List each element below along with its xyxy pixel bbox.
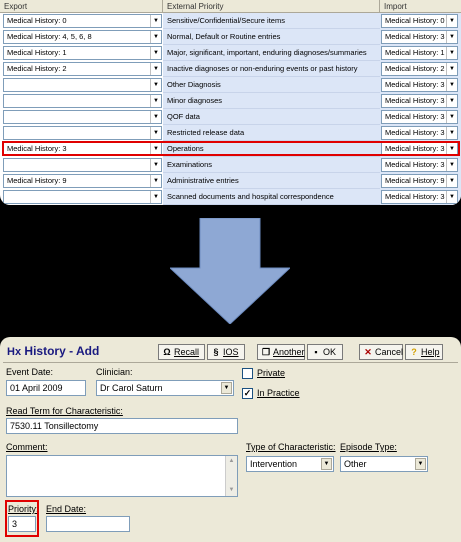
priority-label: Priority: <box>8 504 39 514</box>
external-priority-label: Operations <box>163 141 380 157</box>
export-priority-select[interactable] <box>3 190 162 204</box>
table-row <box>0 13 461 29</box>
chevron-down-icon[interactable]: ▼ <box>446 175 457 187</box>
comment-textarea[interactable] <box>6 455 238 497</box>
recall-icon: Ω <box>163 347 171 357</box>
chevron-down-icon[interactable]: ▼ <box>446 159 457 171</box>
export-priority-select[interactable]: Medical History: 0 ▼ <box>3 14 162 28</box>
read-term-label: Read Term for Characteristic: <box>6 406 123 416</box>
chevron-down-icon[interactable]: ▼ <box>150 47 161 59</box>
chevron-down-icon[interactable]: ▼ <box>150 63 161 75</box>
scroll-down-icon[interactable]: ▼ <box>228 487 235 493</box>
chevron-down-icon[interactable]: ▼ <box>150 95 161 107</box>
table-row <box>0 173 461 189</box>
history-icon: Hx <box>7 346 22 358</box>
chevron-down-icon[interactable]: ▼ <box>150 159 161 171</box>
event-date-field[interactable]: 01 April 2009 <box>6 380 86 396</box>
cancel-icon: ✕ <box>364 347 372 357</box>
import-column-header: Import <box>380 0 461 13</box>
help-icon: ? <box>411 347 417 357</box>
external-priority-label: Minor diagnoses <box>163 93 380 109</box>
event-date-label: Event Date: <box>6 367 54 377</box>
chevron-down-icon[interactable]: ▼ <box>446 127 457 139</box>
export-priority-select[interactable] <box>3 158 162 172</box>
scroll-up-icon[interactable]: ▲ <box>228 458 235 464</box>
chevron-down-icon[interactable]: ▼ <box>446 79 457 91</box>
table-row <box>0 93 461 109</box>
ios-icon: § <box>213 347 219 357</box>
chevron-down-icon[interactable]: ▼ <box>150 175 161 187</box>
table-row <box>0 125 461 141</box>
type-of-characteristic-dropdown[interactable]: Intervention ▼ <box>246 456 334 472</box>
import-priority-select[interactable]: Medical History: 0 ▼ <box>381 14 458 28</box>
chevron-down-icon[interactable]: ▼ <box>446 31 457 43</box>
cancel-button[interactable]: ✕ Cancel <box>359 344 403 360</box>
private-checkbox[interactable] <box>242 368 253 379</box>
import-priority-select[interactable]: Medical History: 3 ▼ <box>381 94 458 108</box>
external-priority-label: Other Diagnosis <box>163 77 380 93</box>
recall-button[interactable]: Ω Recall <box>158 344 205 360</box>
table-row <box>0 45 461 61</box>
export-priority-select[interactable]: Medical History: 4, 5, 6, 8 ▼ <box>3 30 162 44</box>
import-priority-select[interactable]: Medical History: 3 ▼ <box>381 190 458 204</box>
export-priority-select[interactable] <box>3 126 162 140</box>
in-practice-checkbox[interactable]: ✓ <box>243 388 252 398</box>
table-row <box>0 189 461 205</box>
comment-scrollbar[interactable] <box>225 456 237 496</box>
chevron-down-icon[interactable]: ▼ <box>321 458 332 470</box>
chevron-down-icon[interactable]: ▼ <box>446 143 457 155</box>
chevron-down-icon[interactable]: ▼ <box>150 111 161 123</box>
import-priority-select[interactable]: Medical History: 9 ▼ <box>381 174 458 188</box>
chevron-down-icon[interactable]: ▼ <box>446 15 457 27</box>
table-row <box>0 77 461 93</box>
end-date-label: End Date: <box>46 504 87 514</box>
end-date-field[interactable] <box>46 516 130 532</box>
table-row <box>0 157 461 173</box>
chevron-down-icon[interactable]: ▼ <box>150 79 161 91</box>
private-label: Private <box>257 368 286 378</box>
chevron-down-icon[interactable]: ▼ <box>150 143 161 155</box>
operations-row-highlight <box>2 141 460 156</box>
export-column-header: Export <box>0 0 163 13</box>
import-priority-select[interactable]: Medical History: 3 ▼ <box>381 30 458 44</box>
external-priority-label: Restricted release data <box>163 125 380 141</box>
episode-type-dropdown[interactable]: Other ▼ <box>340 456 428 472</box>
chevron-down-icon[interactable]: ▼ <box>221 382 232 394</box>
export-priority-select[interactable] <box>3 110 162 124</box>
priority-column-header: External Priority <box>163 0 380 13</box>
history-add-dialog <box>0 337 461 542</box>
chevron-down-icon[interactable]: ▼ <box>446 111 457 123</box>
import-priority-select[interactable]: Medical History: 3 ▼ <box>381 142 458 156</box>
chevron-down-icon[interactable]: ▼ <box>446 47 457 59</box>
help-button[interactable]: ? Help <box>405 344 443 360</box>
external-priority-label: Inactive diagnoses or non-enduring events or past history <box>163 61 380 77</box>
export-priority-select[interactable] <box>3 78 162 92</box>
table-row <box>0 61 461 77</box>
import-priority-select[interactable]: Medical History: 3 ▼ <box>381 158 458 172</box>
read-term-field[interactable]: 7530.11 Tonsillectomy <box>6 418 238 434</box>
episode-type-label: Episode Type: <box>340 442 397 452</box>
import-priority-select[interactable]: Medical History: 3 ▼ <box>381 110 458 124</box>
save-icon: ▪ <box>314 347 318 357</box>
another-button[interactable]: ❐ Another <box>257 344 305 360</box>
chevron-down-icon[interactable]: ▼ <box>150 15 161 27</box>
external-priority-label: Examinations <box>163 157 380 173</box>
export-priority-select[interactable]: Medical History: 2 ▼ <box>3 62 162 76</box>
priority-field[interactable]: 3 <box>8 516 36 532</box>
chevron-down-icon[interactable]: ▼ <box>446 95 457 107</box>
ok-button[interactable]: ▪ OK <box>307 344 343 360</box>
ios-button[interactable]: § IOS <box>207 344 245 360</box>
dialog-title <box>7 344 99 358</box>
import-priority-select[interactable]: Medical History: 2 ▼ <box>381 62 458 76</box>
external-priority-label: Sensitive/Confidential/Secure items <box>163 13 380 29</box>
table-row <box>0 29 461 45</box>
external-priority-label: Administrative entries <box>163 173 380 189</box>
priority-mapping-table <box>0 0 461 205</box>
external-priority-label: Normal, Default or Routine entries <box>163 29 380 45</box>
export-priority-select[interactable]: Medical History: 1 ▼ <box>3 46 162 60</box>
dialog-title-text: History - Add <box>24 344 100 358</box>
export-priority-select[interactable]: Medical History: 3 ▼ <box>3 142 162 156</box>
chevron-down-icon[interactable]: ▼ <box>446 63 457 75</box>
dialog-toolbar <box>3 341 458 363</box>
clinician-label: Clinician: <box>96 367 133 377</box>
table-row <box>0 109 461 125</box>
export-priority-select[interactable]: Medical History: 9 ▼ <box>3 174 162 188</box>
external-priority-label: Scanned documents and hospital correspondence <box>163 189 380 205</box>
comment-label: Comment: <box>6 442 48 452</box>
clinician-dropdown[interactable]: Dr Carol Saturn ▼ <box>96 380 234 396</box>
priority-highlight <box>5 500 39 537</box>
down-arrow-icon <box>170 218 290 324</box>
import-priority-select[interactable]: Medical History: 3 ▼ <box>381 126 458 140</box>
copy-icon: ❐ <box>261 347 271 357</box>
chevron-down-icon[interactable]: ▼ <box>446 191 457 203</box>
external-priority-label: Major, significant, important, enduring diagnoses/summaries <box>163 45 380 61</box>
chevron-down-icon[interactable]: ▼ <box>415 458 426 470</box>
type-of-characteristic-label: Type of Characteristic: <box>246 442 336 452</box>
external-priority-label: QOF data <box>163 109 380 125</box>
chevron-down-icon[interactable]: ▼ <box>150 191 161 203</box>
export-priority-select[interactable] <box>3 94 162 108</box>
chevron-down-icon[interactable]: ▼ <box>150 31 161 43</box>
import-priority-select[interactable]: Medical History: 1 ▼ <box>381 46 458 60</box>
in-practice-label: In Practice <box>257 388 300 398</box>
import-priority-select[interactable]: Medical History: 3 ▼ <box>381 78 458 92</box>
chevron-down-icon[interactable]: ▼ <box>150 127 161 139</box>
